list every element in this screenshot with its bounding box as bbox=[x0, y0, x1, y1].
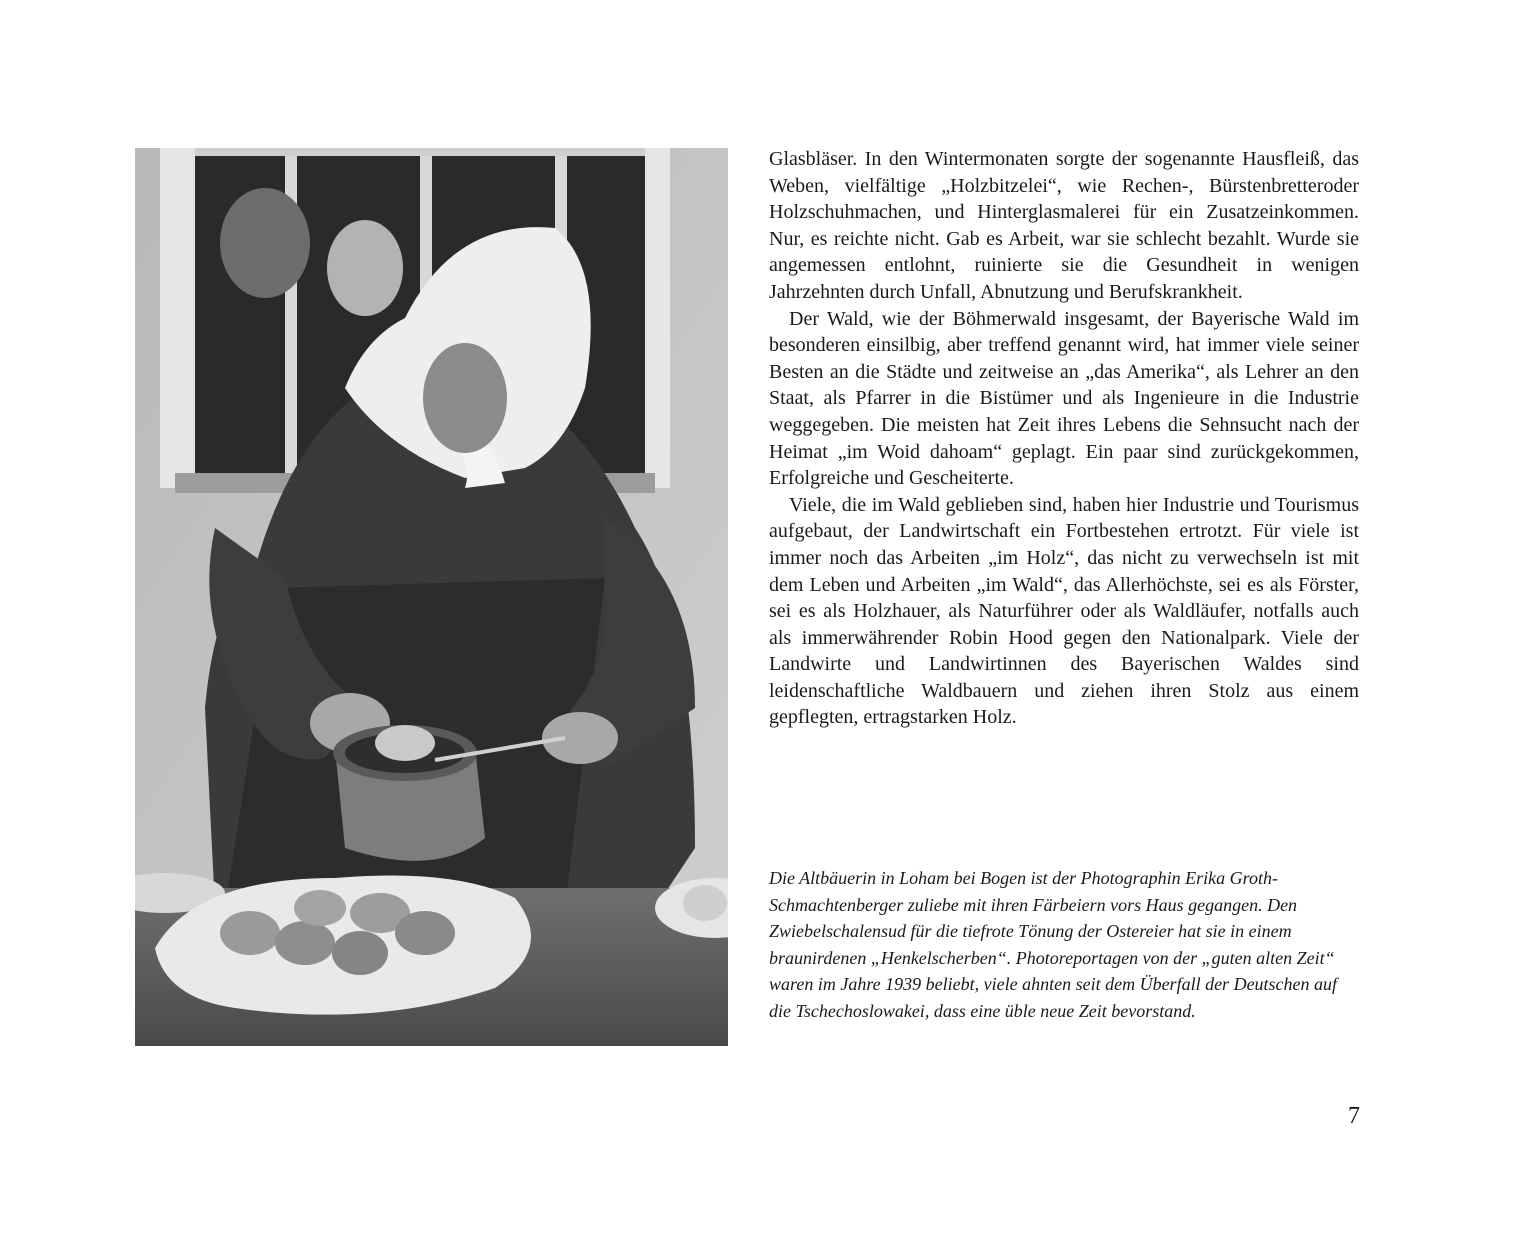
paragraph: Der Wald, wie der Böhmerwald insgesamt, der Bayerische Wald im besonderen einsilbig, aber treffend genannt wird, hat immer viele seiner Besten an die Städte und zeitweise an „das Amerika“, als Lehrer an den Staat, als Pfarrer in die Bistümer und als Ingenieure in die Industrie weggegeben. Die meisten hat Zeit ihres Lebens die Sehnsucht nach der Heimat „im Woid dahoam“ geplagt. Ein paar sind zurückgekommen, Erfolgreiche und Gescheiterte. bbox=[769, 307, 1359, 490]
photo-caption: Die Altbäuerin in Loham bei Bogen ist der Photographin Erika Groth-Schmachtenberger zuliebe mit ihren Färbeiern vors Haus gegangen. Den Zwiebelschalensud für die tiefrote Tönung der Ostereier hat sie in einem braunirdenen „Henkelscherben“. Photoreportagen von der „guten alten Zeit“ waren im Jahre 1939 beliebt, viele ahnten seit dem Überfall der Deutschen auf die Tschechoslowakei, dass eine üble neue Zeit bevorstand. bbox=[769, 868, 1338, 1021]
photograph-icon bbox=[135, 148, 728, 1046]
body-text bbox=[769, 146, 1359, 731]
page-number: 7 bbox=[1348, 1103, 1360, 1129]
photograph bbox=[135, 148, 728, 1046]
paragraph: Viele, die im Wald geblieben sind, haben hier Industrie und Tourismus aufgebaut, der Landwirtschaft ein Fortbestehen ertrotzt. Für viele ist immer noch das Arbeiten „im Holz“, das nicht zu verwechseln ist mit dem Leben und Arbeiten „im Wald“, das Allerhöchste, sei es als Förster, sei es als Holzhauer, als Naturführer oder als Waldläufer, notfalls auch als immerwährender Robin Hood gegen den Nationalpark. Viele der Landwirte und Landwirtinnen des Bayerischen Waldes sind leidenschaftliche Waldbauern und ziehen ihren Stolz aus einem gepflegten, ertragstarken Holz. bbox=[769, 493, 1359, 729]
paragraph: Glasbläser. In den Wintermonaten sorgte der sogenannte Hausfleiß, das Weben, vielfältige „Holzbitzelei“, wie Rechen-, Bürstenbretteroder Holzschuhmachen, und Hinterglasmalerei für ein Zusatzeinkommen. Nur, es reichte nicht. Gab es Arbeit, war sie schlecht bezahlt. Wurde sie angemessen entlohnt, ruinierte sie die Gesundheit in wenigen Jahrzehnten durch Unfall, Abnutzung und Berufskrankheit. bbox=[769, 148, 1359, 303]
